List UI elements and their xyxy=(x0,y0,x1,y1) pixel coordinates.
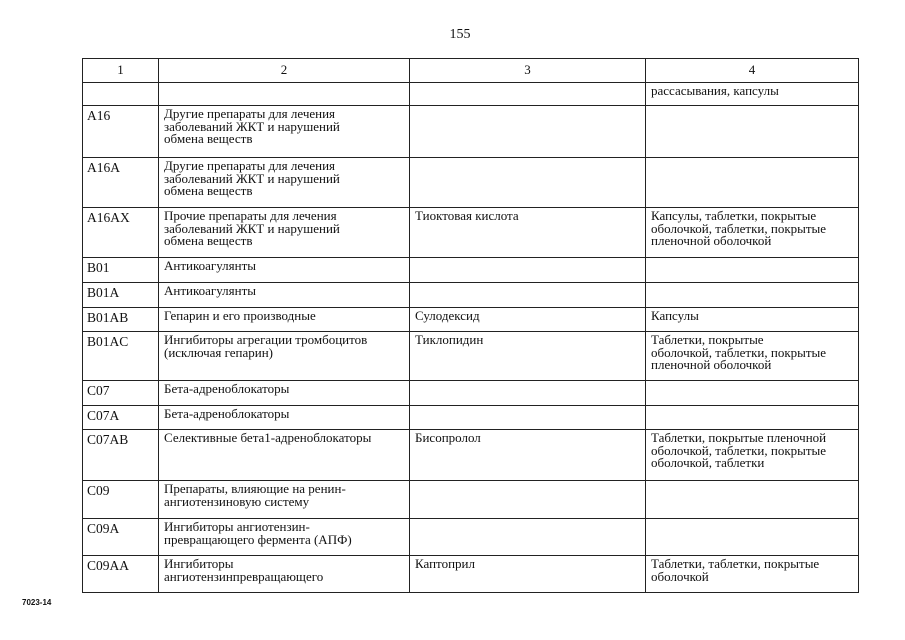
active-substance-cell xyxy=(410,258,646,283)
pharmacological-group-cell: Антикоагулянты xyxy=(159,258,410,283)
atc-code-cell: A16 xyxy=(83,106,159,158)
active-substance-cell xyxy=(410,83,646,106)
pharmacological-group-cell: Ингибиторы ангиотензинпревращающего xyxy=(159,556,410,593)
atc-code-cell: A16AX xyxy=(83,208,159,258)
footer-document-code: 7023-14 xyxy=(22,598,52,607)
active-substance-cell xyxy=(410,106,646,158)
pharmacological-group-cell xyxy=(159,83,410,106)
dosage-form-cell xyxy=(646,406,859,430)
active-substance-cell: Тиклопидин xyxy=(410,332,646,381)
atc-code-cell: B01AC xyxy=(83,332,159,381)
active-substance-cell xyxy=(410,381,646,406)
dosage-form-cell xyxy=(646,106,859,158)
table-row xyxy=(83,430,859,481)
dosage-form-cell xyxy=(646,158,859,208)
pharmacological-group-cell: Селективные бета1-адреноблокаторы xyxy=(159,430,410,481)
column-header-2: 2 xyxy=(159,59,410,83)
dosage-form-cell: Таблетки, покрытые оболочкой, таблетки, покрытые пленочной оболочкой xyxy=(646,332,859,381)
table-row xyxy=(83,406,859,430)
active-substance-cell xyxy=(410,406,646,430)
atc-code-cell xyxy=(83,83,159,106)
atc-code-cell: B01 xyxy=(83,258,159,283)
atc-code-cell: C07AB xyxy=(83,430,159,481)
column-header-4: 4 xyxy=(646,59,859,83)
column-header-3: 3 xyxy=(410,59,646,83)
active-substance-cell xyxy=(410,481,646,519)
column-header-1: 1 xyxy=(83,59,159,83)
dosage-form-cell: Таблетки, таблетки, покрытые оболочкой xyxy=(646,556,859,593)
dosage-form-cell xyxy=(646,283,859,308)
atc-code-cell: B01A xyxy=(83,283,159,308)
drug-classification-table xyxy=(82,58,859,593)
table-row xyxy=(83,556,859,593)
active-substance-cell xyxy=(410,283,646,308)
active-substance-cell: Бисопролол xyxy=(410,430,646,481)
active-substance-cell: Каптоприл xyxy=(410,556,646,593)
pharmacological-group-cell: Ингибиторы ангиотензин- превращающего фермента (АПФ) xyxy=(159,519,410,556)
atc-code-cell: C09A xyxy=(83,519,159,556)
active-substance-cell xyxy=(410,519,646,556)
table-row xyxy=(83,208,859,258)
atc-code-cell: C07A xyxy=(83,406,159,430)
atc-code-cell: C09 xyxy=(83,481,159,519)
page-number: 155 xyxy=(449,27,471,42)
dosage-form-cell xyxy=(646,258,859,283)
table-row xyxy=(83,308,859,332)
dosage-form-cell xyxy=(646,519,859,556)
active-substance-cell xyxy=(410,158,646,208)
pharmacological-group-cell: Гепарин и его производные xyxy=(159,308,410,332)
pharmacological-group-cell: Препараты, влияющие на ренин- ангиотензиновую систему xyxy=(159,481,410,519)
table-row xyxy=(83,519,859,556)
table-row xyxy=(83,258,859,283)
atc-code-cell: C07 xyxy=(83,381,159,406)
pharmacological-group-cell: Бета-адреноблокаторы xyxy=(159,381,410,406)
pharmacological-group-cell: Бета-адреноблокаторы xyxy=(159,406,410,430)
table-row xyxy=(83,481,859,519)
active-substance-cell: Тиоктовая кислота xyxy=(410,208,646,258)
table-row xyxy=(83,381,859,406)
pharmacological-group-cell: Другие препараты для лечения заболеваний ЖКТ и нарушений обмена веществ xyxy=(159,106,410,158)
atc-code-cell: A16A xyxy=(83,158,159,208)
dosage-form-cell: Капсулы, таблетки, покрытые оболочкой, таблетки, покрытые пленочной оболочкой xyxy=(646,208,859,258)
table-row xyxy=(83,283,859,308)
pharmacological-group-cell: Другие препараты для лечения заболеваний ЖКТ и нарушений обмена веществ xyxy=(159,158,410,208)
table-header-row xyxy=(83,59,859,83)
table-row xyxy=(83,158,859,208)
atc-code-cell: B01AB xyxy=(83,308,159,332)
pharmacological-group-cell: Ингибиторы агрегации тромбоцитов (исключая гепарин) xyxy=(159,332,410,381)
active-substance-cell: Сулодексид xyxy=(410,308,646,332)
dosage-form-cell xyxy=(646,481,859,519)
dosage-form-cell: рассасывания, капсулы xyxy=(646,83,859,106)
table-row xyxy=(83,332,859,381)
pharmacological-group-cell: Антикоагулянты xyxy=(159,283,410,308)
table-row xyxy=(83,83,859,106)
pharmacological-group-cell: Прочие препараты для лечения заболеваний ЖКТ и нарушений обмена веществ xyxy=(159,208,410,258)
dosage-form-cell: Капсулы xyxy=(646,308,859,332)
dosage-form-cell xyxy=(646,381,859,406)
table-row xyxy=(83,106,859,158)
atc-code-cell: C09AA xyxy=(83,556,159,593)
dosage-form-cell: Таблетки, покрытые пленочной оболочкой, таблетки, покрытые оболочкой, таблетки xyxy=(646,430,859,481)
